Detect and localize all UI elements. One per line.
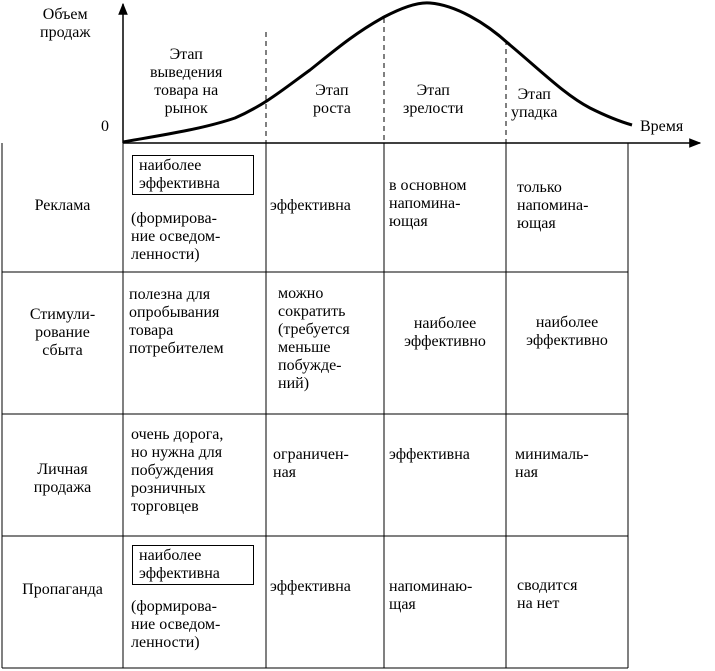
cell-propaganda-intro-highlight: наиболее эффективна — [132, 545, 254, 585]
cell-advertising-intro-highlight: наиболее эффективна — [132, 155, 254, 195]
row-label-personal-selling: Личная продажа — [33, 461, 92, 496]
cell-personal-maturity: эффективна — [389, 446, 470, 463]
origin-label: 0 — [101, 118, 109, 135]
cell-advertising-intro: (формирова- ние осведом- ленности) — [131, 210, 221, 263]
cell-propaganda-decline: сводится на нет — [517, 577, 578, 612]
cell-advertising-maturity: в основном напомина- ющая — [389, 177, 467, 230]
cell-promotion-growth: можно сократить (требуется меньше побужде- ний) — [278, 285, 350, 392]
cell-advertising-growth: эффективна — [270, 197, 351, 214]
cell-propaganda-intro: (формирова- ние осведом- ленности) — [131, 598, 221, 651]
stage-label-decline: Этап упадка — [511, 86, 558, 121]
stage-label-introduction: Этап выведения товара на рынок — [150, 46, 223, 117]
row-label-propaganda: Пропаганда — [22, 581, 103, 598]
row-label-sales-promotion: Стимули- рование сбыта — [29, 306, 96, 359]
y-axis-label: Объем продаж — [40, 6, 91, 41]
stage-label-maturity: Этап зрелости — [403, 82, 464, 117]
cell-personal-intro: очень дорога, но нужна для побуждения розничных торговцев — [131, 426, 224, 515]
cell-promotion-decline: наиболее эффективно — [526, 314, 608, 349]
cell-promotion-intro: полезна для опробывания товара потребителем — [129, 286, 224, 357]
cell-promotion-maturity: наиболее эффективно — [404, 315, 486, 350]
row-label-advertising: Реклама — [34, 197, 91, 214]
cell-personal-decline: минималь- ная — [515, 446, 589, 481]
stage-label-growth: Этап роста — [313, 82, 351, 117]
x-axis-label: Время — [640, 118, 684, 135]
cell-advertising-decline: только напомина- ющая — [517, 179, 589, 232]
cell-personal-growth: ограничен- ная — [273, 446, 349, 481]
cell-propaganda-growth: эффективна — [270, 578, 351, 595]
cell-propaganda-maturity: напоминаю- щая — [389, 578, 473, 613]
